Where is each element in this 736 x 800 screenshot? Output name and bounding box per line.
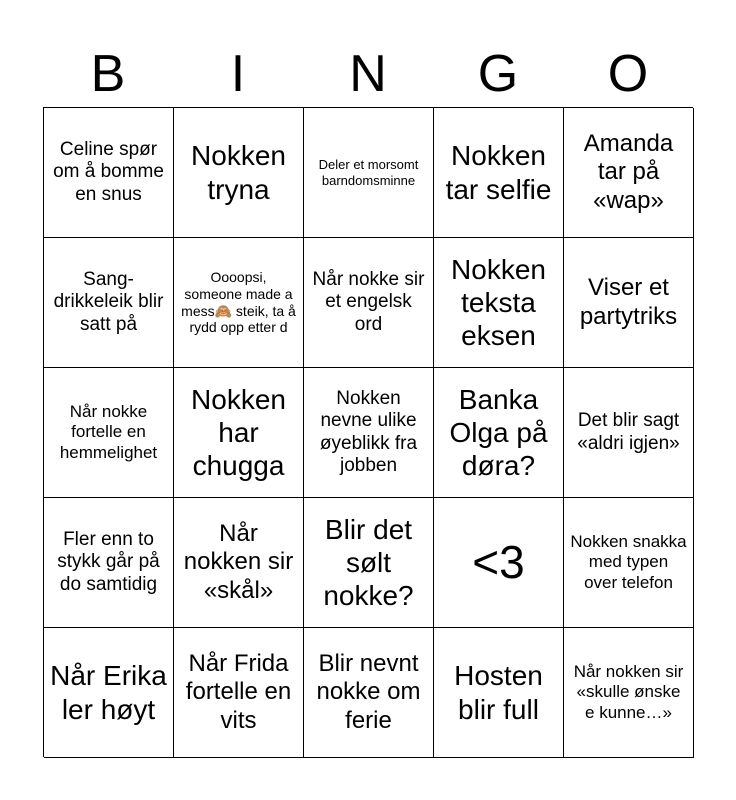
- cell-text: Celine spør om å bomme en snus: [53, 138, 164, 205]
- cell-text: Nokken snakka med typen over telefon: [570, 532, 687, 592]
- header-letter-g: G: [477, 45, 519, 103]
- cell-text: Sang-drikkeleik blir satt på: [53, 268, 164, 335]
- bingo-cell-r5c1[interactable]: [44, 628, 174, 758]
- cell-text: Oooopsi, someone made a mess🙈 steik, ta å rydd opp etter d: [181, 269, 296, 336]
- bingo-cell-r4c5[interactable]: [564, 498, 694, 628]
- bingo-cell-r2c3[interactable]: [304, 238, 434, 368]
- header-letter-b: B: [90, 45, 126, 103]
- bingo-cell-r4c2[interactable]: [174, 498, 304, 628]
- bingo-cell-r2c1[interactable]: [44, 238, 174, 368]
- bingo-cell-r5c2[interactable]: [174, 628, 304, 758]
- bingo-cell-r4c3[interactable]: [304, 498, 434, 628]
- free-space-heart: <3: [472, 536, 525, 589]
- cell-text: Når Erika ler høyt: [50, 660, 167, 725]
- cell-text: Nokken teksta eksen: [451, 253, 546, 352]
- header-letter-n: N: [349, 45, 387, 103]
- bingo-cell-r3c5[interactable]: [564, 368, 694, 498]
- cell-text: Viser et partytriks: [579, 274, 678, 330]
- cell-text: Hosten blir full: [454, 660, 543, 725]
- bingo-header: [43, 40, 693, 108]
- bingo-cell-r2c2[interactable]: [174, 238, 304, 368]
- cell-text: Når nokken sir «skål»: [183, 520, 294, 604]
- cell-text: Når nokken sir «skulle ønske e kunne…»: [573, 662, 684, 722]
- bingo-cell-r2c4[interactable]: [434, 238, 564, 368]
- cell-text: Nokken nevne ulike øyeblikk fra jobben: [319, 387, 418, 476]
- cell-text: Deler et morsomt barndomsminne: [318, 157, 419, 188]
- cell-text: Når nokke sir et engelsk ord: [312, 268, 425, 335]
- cell-text: Det blir sagt «aldri igjen»: [577, 410, 680, 454]
- cell-text: Nokken har chugga: [191, 383, 286, 482]
- bingo-cell-r4c1[interactable]: [44, 498, 174, 628]
- header-letter-o: O: [607, 45, 649, 103]
- bingo-cell-free[interactable]: [434, 498, 564, 628]
- bingo-cell-r3c4[interactable]: [434, 368, 564, 498]
- cell-text: Blir nevnt nokke om ferie: [316, 650, 421, 734]
- cell-text: Nokken tryna: [191, 140, 286, 205]
- bingo-cell-r2c5[interactable]: [564, 238, 694, 368]
- header-letter-i: I: [230, 45, 246, 103]
- cell-text: Fler enn to stykk går på do samtidig: [57, 528, 160, 595]
- bingo-cell-r1c5[interactable]: [564, 108, 694, 238]
- bingo-board: [43, 107, 693, 757]
- cell-text: Banka Olga på døra?: [449, 383, 548, 482]
- bingo-cell-r1c3[interactable]: [304, 108, 434, 238]
- bingo-cell-r3c1[interactable]: [44, 368, 174, 498]
- bingo-cell-r1c1[interactable]: [44, 108, 174, 238]
- cell-text: Når Frida fortelle en vits: [185, 650, 292, 734]
- cell-text: Nokken tar selfie: [445, 140, 552, 205]
- bingo-cell-r1c2[interactable]: [174, 108, 304, 238]
- bingo-cell-r5c5[interactable]: [564, 628, 694, 758]
- cell-text: Når nokke fortelle en hemmelighet: [59, 402, 158, 462]
- cell-text: Blir det sølt nokke?: [323, 513, 414, 612]
- bingo-cell-r3c3[interactable]: [304, 368, 434, 498]
- cell-text: Amanda tar på «wap»: [583, 130, 674, 214]
- bingo-cell-r1c4[interactable]: [434, 108, 564, 238]
- bingo-cell-r5c4[interactable]: [434, 628, 564, 758]
- bingo-cell-r5c3[interactable]: [304, 628, 434, 758]
- bingo-cell-r3c2[interactable]: [174, 368, 304, 498]
